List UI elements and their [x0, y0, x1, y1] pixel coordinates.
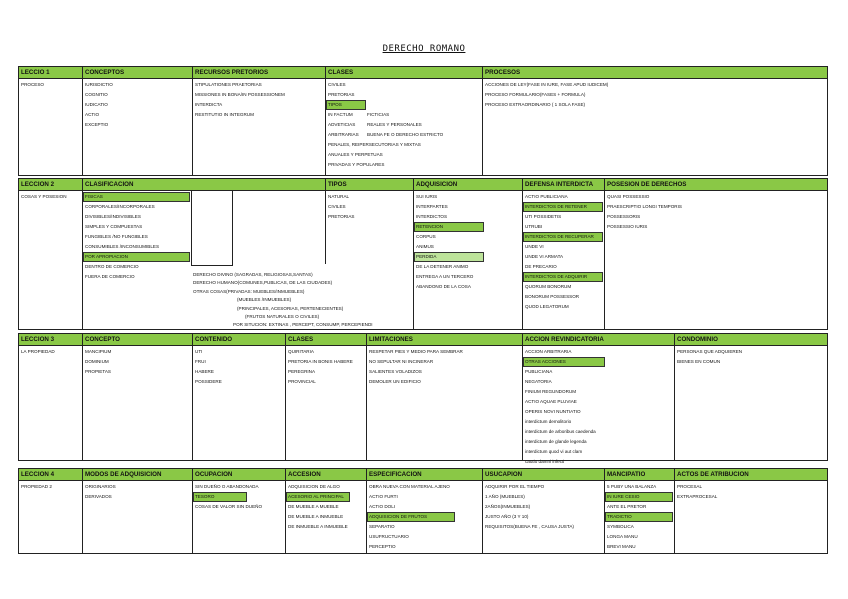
- cell: DOMINIUM: [85, 359, 109, 364]
- cell-highlight: INTERDICTOS DE ADQUIRIR: [523, 272, 603, 282]
- column-accesion: [286, 482, 365, 532]
- header-tipos: TIPOS: [328, 181, 347, 188]
- header-clases: CLASES: [328, 69, 354, 76]
- header-recursos: RECURSOS PRETORIOS: [195, 69, 269, 76]
- cell: POSSIDERE: [195, 379, 222, 384]
- cell: LONGA MANU: [607, 534, 638, 539]
- section-leccion-3: [18, 333, 828, 464]
- cell: UTRUBI: [525, 224, 543, 229]
- cell-highlight: TESORO: [193, 492, 247, 502]
- column-adquisicion: [414, 192, 521, 292]
- cell-highlight: ACESORIO AL PRINCIPAL: [286, 492, 350, 502]
- section-header: [19, 179, 827, 191]
- cell: CIVILES: [328, 82, 346, 87]
- tree-box: [191, 190, 233, 266]
- header-clases: CLASES: [288, 336, 314, 343]
- cell: PROPIEDAD 2: [21, 484, 52, 489]
- column-procesos: [483, 80, 783, 110]
- cell-highlight: PERDIDA: [414, 252, 484, 262]
- cell-highlight: POR APROPIACION: [83, 252, 190, 262]
- cell: SEPARATIO: [369, 524, 395, 529]
- cell: PEREGRINA: [288, 369, 316, 374]
- cell: OPERIS NOVI NUNTIATIO: [525, 409, 581, 414]
- column-accion-revindicatoria: [523, 347, 673, 467]
- cell: 1 AÑO (MUEBLES): [485, 494, 525, 499]
- cell: EXCEPTIO: [85, 122, 109, 127]
- cell: FICTICIAS: [367, 112, 390, 117]
- cell: QUASI POSSESSIO: [607, 194, 650, 199]
- cell: POSSESSORIS: [607, 214, 641, 219]
- cell: UTI POSSIDETIS: [525, 214, 562, 219]
- header-usucapion: USUCAPION: [485, 471, 523, 478]
- header-concepto: CONCEPTO: [85, 336, 120, 343]
- cell: PROCESO EXTRAORDINARIO ( 1 SOLA FASE): [485, 102, 586, 107]
- cell: PENALES, REIPERSECUTORIAS Y MIXTAS: [328, 142, 421, 147]
- cell: BIENES EN COMUN: [677, 359, 721, 364]
- cell: PROCESO: [21, 82, 44, 87]
- tree-item: DERECHO HUMANO(COMUNES,PUBLICAS, DE LAS CIUDADES): [193, 280, 333, 286]
- header-conceptos: CONCEPTOS: [85, 69, 125, 76]
- tree-item: (FRUTOS NATURALES O CIVILES): [245, 314, 320, 320]
- cell: PRIVADAS Y POPULARES: [328, 162, 385, 167]
- header-modos-adquisicion: MODOS DE ADQUISICION: [85, 471, 162, 478]
- cell: PRAESCRIPTIO LONGI TEMPORIS: [607, 204, 682, 209]
- section-leccion-2: [18, 178, 828, 330]
- cell: interdictum de arboribus caedenda: [525, 429, 596, 434]
- column-limitaciones: [367, 347, 521, 387]
- cell-highlight: TIPOS: [326, 100, 366, 110]
- cell: QUORUM BONORUM: [525, 284, 572, 289]
- cell: PUBLICIANA: [525, 369, 553, 374]
- header-leccion: LECCION 2: [21, 181, 55, 188]
- cell: CORPORALES/INCORPORALES: [85, 204, 155, 209]
- cell: DENTRO DE COMERCIO: [85, 264, 139, 269]
- column-leccion: [19, 482, 81, 492]
- cell: ACTIO AQUAE PLUVIAE: [525, 399, 577, 404]
- column-usucapion: [483, 482, 603, 532]
- column-ocupacion: [193, 482, 284, 512]
- cell: DE LA DETENER ANIMO: [416, 264, 469, 269]
- cell-highlight: TRADICTIO: [605, 512, 673, 522]
- cell: COGNITIO: [85, 92, 108, 97]
- cell: QUIRITARIA: [288, 349, 314, 354]
- cell: FINIUM REGUNDORUM: [525, 389, 577, 394]
- tree-item: OTRAS COSAS(PRIVADAS: MUEBLES/INMUEBLES): [193, 288, 305, 294]
- cell: PRETORIAS: [328, 92, 355, 97]
- cell: INTERDICTA: [195, 102, 223, 107]
- column-mancipatio: [605, 482, 673, 552]
- cell: PROPIETAS: [85, 369, 111, 374]
- cell: PRETORIAS: [328, 214, 355, 219]
- column-concepto: [83, 347, 191, 377]
- cell: JUSTO AÑO (3 Y 10): [485, 514, 529, 519]
- cell: 5 PUBY UNA BALANZA: [607, 484, 657, 489]
- cell: CORPUS: [416, 234, 436, 239]
- cell: CONSUMIBLES /INCONSUMIBLES: [85, 244, 160, 249]
- header-actos-atribucion: ACTOS DE ATRIBUCION: [677, 471, 749, 478]
- cell: QUOD LEGATORUM: [525, 304, 569, 309]
- column-tipos: [326, 192, 412, 222]
- header-limitaciones: LIMITACIONES: [369, 336, 413, 343]
- cell: RESTITUTIO IN INTEGRUM: [195, 112, 254, 117]
- header-contenido: CONTENIDO: [195, 336, 233, 343]
- section-leccion-1: [18, 66, 828, 176]
- header-clasificacion: CLASIFICACION: [85, 181, 134, 188]
- header-accesion: ACCESION: [288, 471, 321, 478]
- cell: SALIENTES VOLADIZOS: [369, 369, 422, 374]
- cell: IN FACTUM: [328, 112, 353, 117]
- cell: DE INMUEBLE A INMUEBLE: [288, 524, 348, 529]
- cell: POSSESSIO IURIS: [607, 224, 648, 229]
- cell: DE MUEBLE A MUEBLE: [288, 504, 339, 509]
- header-condominio: CONDOMINIO: [677, 336, 718, 343]
- column-clasificacion: [83, 192, 190, 282]
- cell: interdictum de glande legenda: [525, 439, 587, 444]
- cell: ACCIONES DE LEY(FASE IN IURE, FASE APUD IUDICEM): [485, 82, 609, 87]
- cell: REALES Y PERSONALES: [367, 122, 422, 127]
- column-condominio: [675, 347, 825, 367]
- cell-highlight: OTRAS ACCIONES: [523, 357, 605, 367]
- cell: 2AÑOS(INMUEBLES): [485, 504, 531, 509]
- header-leccion: LECCIO 1: [21, 69, 50, 76]
- cell: UTI: [195, 349, 203, 354]
- cell: ACTIO FURTI: [369, 494, 398, 499]
- cell: ANTE EL PRETOR: [607, 504, 647, 509]
- cell: SYMBOLICA: [607, 524, 634, 529]
- header-leccion: LECCION 3: [21, 336, 55, 343]
- cell: ACCION ARBITRARIA: [525, 349, 572, 354]
- classification-tree: [193, 271, 373, 330]
- column-modos: [83, 482, 191, 502]
- cell: ACTIO PUBLICIANA: [525, 194, 568, 199]
- column-clases-sub: [365, 110, 475, 140]
- cell-highlight: ADQUISICION DE FRUTOS: [367, 512, 455, 522]
- cell: ADVETICIAS: [328, 122, 356, 127]
- cell: PROCESAL: [677, 484, 703, 489]
- column-clases: [286, 347, 365, 387]
- cell: NO SEPULTAR NI INCINERAR: [369, 359, 434, 364]
- section-header: [19, 469, 827, 481]
- cell: interdictum quod vi aut clam: [525, 449, 583, 454]
- column-leccion: [19, 192, 81, 202]
- cell: ENTREGA A UN TERCERO: [416, 274, 474, 279]
- column-actos-atribucion: [675, 482, 825, 502]
- header-adquisicion: ADQUISICION: [416, 181, 458, 188]
- column-recursos: [193, 80, 324, 120]
- cell: ACTIO DOLI: [369, 504, 396, 509]
- cell: EXTRAPROCESAL: [677, 494, 718, 499]
- cell: FRUI: [195, 359, 206, 364]
- cell: LA PROPIEDAD: [21, 349, 55, 354]
- cell: ACTIO: [85, 112, 100, 117]
- cell: SIN DUEÑO O ABANDONADA: [195, 484, 259, 489]
- cell: cautio damni infecti: [525, 459, 565, 464]
- cell: PROVINCIAL: [288, 379, 316, 384]
- section-header: [19, 67, 827, 79]
- cell: MISSIONES IN BONA/IN POSSESSIONEM: [195, 92, 285, 97]
- cell: DIVISIBLES/INDIVISIBLES: [85, 214, 141, 219]
- cell: REQUISITOS(BUENA FE , CAUSA JUSTA): [485, 524, 574, 529]
- cell-highlight: RETENCION: [414, 222, 484, 232]
- cell: BREVI MANU: [607, 544, 636, 549]
- header-especificacion: ESPECIFICACION: [369, 471, 422, 478]
- cell: IURISDICTIO: [85, 82, 113, 87]
- cell: DE PRECARIO: [525, 264, 557, 269]
- section-header: [19, 334, 827, 346]
- cell: CIVILES: [328, 204, 346, 209]
- cell: OBRA NUEVA CON MATERIAL AJENO: [369, 484, 450, 489]
- cell: ABANDONO DE LA COSA: [416, 284, 471, 289]
- cell: ORIGINARIOS: [85, 484, 116, 489]
- cell: BONORUM POSSESSOR: [525, 294, 580, 299]
- column-posesion-derechos: [605, 192, 825, 232]
- column-leccion: [19, 80, 81, 90]
- cell: FUERA DE COMERCIO: [85, 274, 135, 279]
- cell: NEGATORIA: [525, 379, 552, 384]
- cell: STIPULATIONES PRAETORIAS: [195, 82, 262, 87]
- cell: ARBITRARIAS: [328, 132, 359, 137]
- cell: BUENA FE O DERECHO ESTRICTO: [367, 132, 444, 137]
- cell: ANIMUS: [416, 244, 434, 249]
- cell: PERCEPTIO: [369, 544, 396, 549]
- cell: PERSONAS QUE ADQUIEREN: [677, 349, 743, 354]
- cell: PRETORIA IN BONIS HABERE: [288, 359, 353, 364]
- cell: SIMPLES Y COMPUESTAS: [85, 224, 143, 229]
- cell: IUDICATIO: [85, 102, 108, 107]
- column-especificacion: [367, 482, 481, 552]
- cell: RESPETAR PIES Y MEDIO PARA SEMBRAR: [369, 349, 463, 354]
- cell: ANUALES Y PERPETUAS: [328, 152, 383, 157]
- column-defensa: [523, 192, 603, 312]
- cell-highlight: INTERDICTOS DE RECUPERAR: [523, 232, 603, 242]
- cell: SUI IURIS: [416, 194, 438, 199]
- tree-item: (PRINCIPALES, ACESORIAS, PERTENECIENTES): [237, 305, 344, 311]
- section-leccion-4: [18, 468, 828, 554]
- cell: UNDE VI ARMATA: [525, 254, 564, 259]
- header-defensa: DEFENSA INTERDICTA: [525, 181, 594, 188]
- cell: DEMOLER UN EDIFICIO: [369, 379, 421, 384]
- column-conceptos: [83, 80, 191, 130]
- cell: FUNGIBLES /NO FUNGIBLES: [85, 234, 148, 239]
- cell: NATURAL: [328, 194, 350, 199]
- cell: DE MUEBLE A INMUEBLE: [288, 514, 344, 519]
- tree-item: (MUEBLES /INMUEBLES): [237, 297, 292, 303]
- cell: PROCESO FORMULARIO(FASES + FORMULA): [485, 92, 586, 97]
- header-accion-revindicatoria: ACCION REVINDICATORIA: [525, 336, 604, 343]
- cell-highlight: FISICAS: [83, 192, 190, 202]
- cell: COSAS Y POSESION: [21, 194, 67, 199]
- cell: MANCIPIUM: [85, 349, 112, 354]
- cell: ADQUISICION DE ALGO: [288, 484, 340, 489]
- cell: INTERDICTOS: [416, 214, 448, 219]
- cell: UNDE VI: [525, 244, 544, 249]
- column-leccion: [19, 347, 81, 357]
- cell: COSAS DE VALOR SIN DUEÑO: [195, 504, 263, 509]
- header-procesos: PROCESOS: [485, 69, 521, 76]
- cell: interdictum demolitorio: [525, 419, 572, 424]
- header-ocupacion: OCUPACION: [195, 471, 233, 478]
- cell: DERIVADOS: [85, 494, 112, 499]
- tree-item: POR SITUCION: EXTINAS , PERCEPT, CONSUMP, PERCEPIENDI: [233, 322, 373, 328]
- header-leccion: LECCION 4: [21, 471, 55, 478]
- cell: USUFRUCTUARIO: [369, 534, 409, 539]
- page-title: DERECHO ROMANO: [382, 44, 466, 54]
- header-mancipatio: MANCIPATIO: [607, 471, 646, 478]
- cell-highlight: INTERDICTOS DE RETENER: [523, 202, 603, 212]
- cell: HABERE: [195, 369, 214, 374]
- cell-highlight: IN IURE CESIO: [605, 492, 673, 502]
- header-posesion-derechos: POSESION DE DERECHOS: [607, 181, 687, 188]
- tree-item: DERECHO DIVINO (SAGRADAS, RELIGIOSAS,SANTAS): [193, 272, 313, 277]
- column-contenido: [193, 347, 284, 387]
- cell: INTERPARTES: [416, 204, 448, 209]
- cell: ADQUIRIR POR EL TIEMPO: [485, 484, 545, 489]
